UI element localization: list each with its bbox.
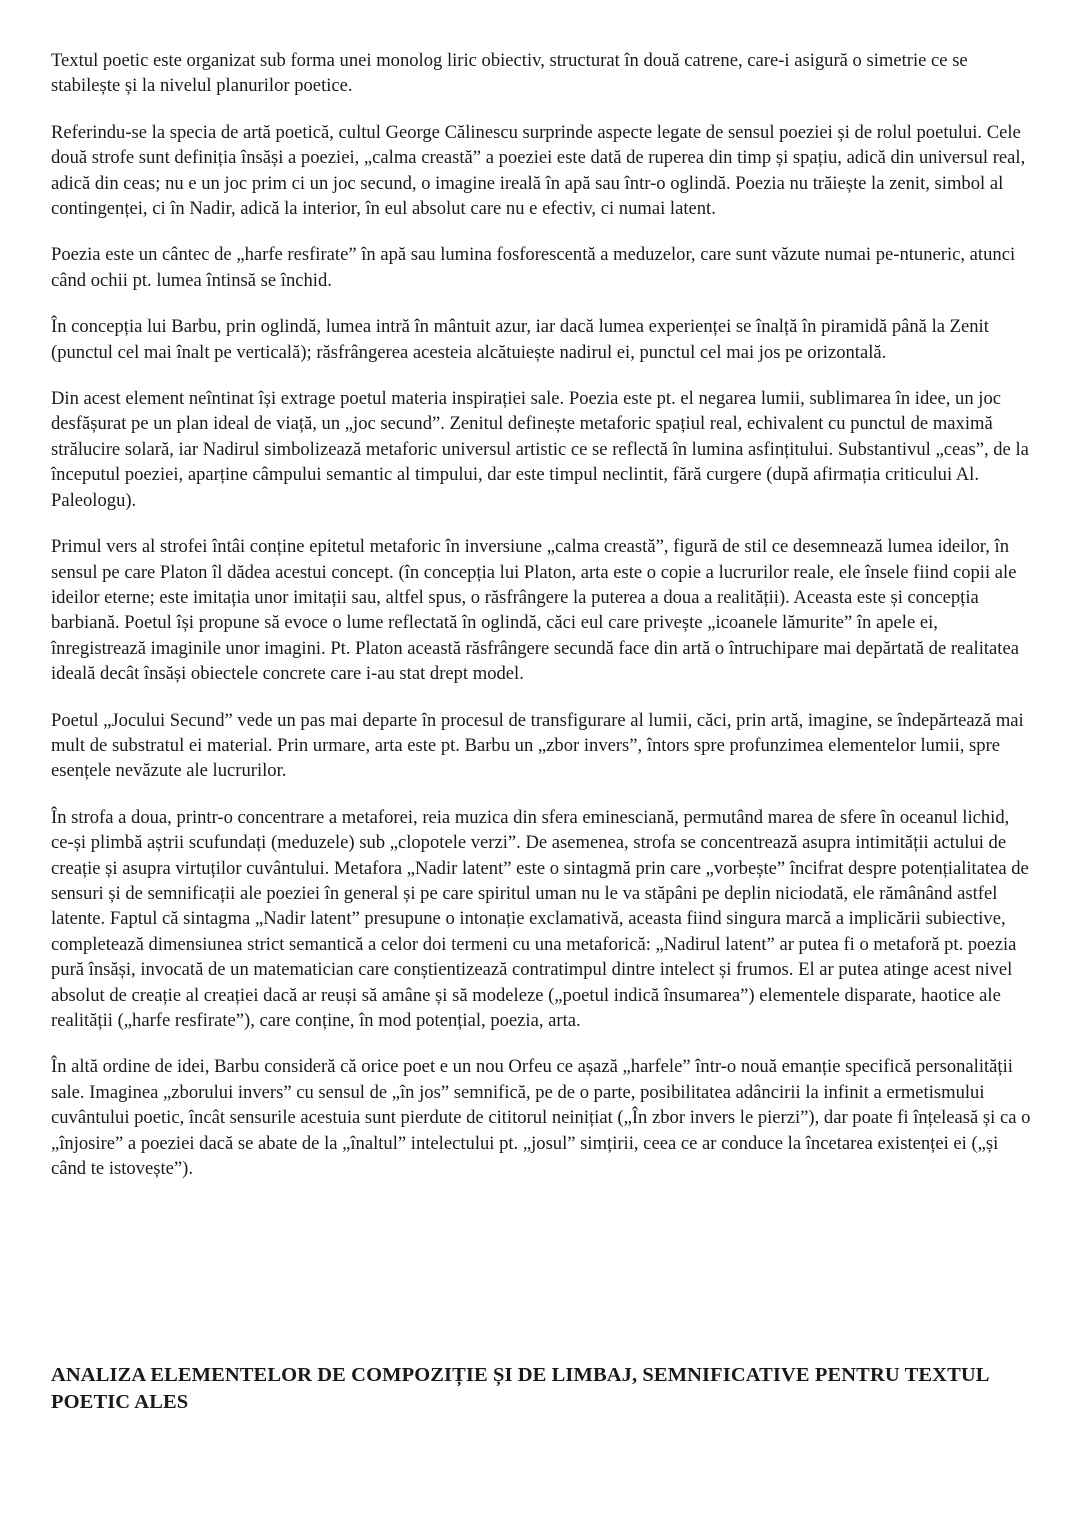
section-heading: ANALIZA ELEMENTELOR DE COMPOZIȚIE ȘI DE LIMBAJ, SEMNIFICATIVE PENTRU TEXTUL POETIC ALES [51,1364,989,1413]
paragraph-3: Poezia este un cântec de „harfe resfirate” în apă sau lumina fosforescentă a meduzelor, care sunt văzute numai pe-ntuneric, atunci când ochii pt. lumea întinsă se închid. [51,244,1016,291]
paragraph-5: Din acest element neîntinat își extrage poetul materia inspirației sale. Poezia este pt. el negarea lumii, sublimarea în idee, un joc desfășurat pe un plan ideal de viață, un „joc secund”. Zenitul definește metaforic spațiul real, echivalent cu punctul de maximă strălucire solară, iar Nadirul simbolizează metaforic universul artistic ce se reflectă în lumina asfințitului. Substantivul „ceas”, de la începutul poeziei, aparține câmpului semantic al timpului, dar este timpul neclintit, fără curgere (după afirmația criticului Al. Paleologu). [51,388,1029,511]
paragraph-6: Primul vers al strofei întâi conține epitetul metaforic în inversiune „calma creastă”, figură de stil ce desemnează lumea ideilor, în sensul pe care Platon îl dădea acestui concept. (în concepția lui Platon, arta este o copie a lucrurilor reale, ele însele fiind copii ale ideilor eterne; este imitația unor imitații sau, altfel spus, o răsfrângere la puterea a doua a realității). Aceasta este și concepția barbiană. Poetul își propune să evoce o lume reflectată în oglindă, căci eul care privește „icoanele lămurite” în apele ei, înregistrează imaginile unor imagini. Pt. Platon această răsfrângere secundă face din artă o întruchipare mai depărtată de realitatea ideală decât însăși obiectele concrete care i-au stat drept model. [51,536,1019,685]
paragraph-9: În altă ordine de idei, Barbu consideră că orice poet e un nou Orfeu ce așază „harfele” într-o nouă emanție specifică personalității sale. Imaginea „zborului invers” cu sensul de „în jos” semnifică, pe de o parte, posibilitatea adâncirii la infinit a ermetismului cuvântului poetic, încât sensurile acestuia sunt pierdute de cititorul neinițiat („În zbor invers le pierzi”), dar poate fi înțeleasă și ca o „înjosire” a poeziei dacă se abate de la „înaltul” intelectului pt. „josul” simțirii, ceea ce ar conduce la încetarea existenței ei („și când te istovește”). [51,1056,1031,1180]
paragraph-7: Poetul „Jocului Secund” vede un pas mai departe în procesul de transfigurare al lumii, căci, prin artă, imagine, se îndepărtează mai mult de substratul ei material. Prin urmare, arta este pt. Barbu un „zbor invers”, întors spre profunzimea elementelor lumii, spre esențele nevăzute ale lucrurilor. [51,709,1024,782]
document-body [51,48,1031,1202]
paragraph-4: În concepția lui Barbu, prin oglindă, lumea intră în mântuit azur, iar dacă lumea experienței se înalță în piramidă până la Zenit (punctul cel mai înalt pe verticală); răsfrângerea acesteia alcătuiește nadirul ei, punctul cel mai jos pe orizontală. [51,316,989,363]
paragraph-8: În strofa a doua, printr-o concentrare a metaforei, reia muzica din sfera eminesciană, permutând marea de sfere în oceanul lichid, ce-și plimbă aștrii scufundați (meduzele) sub „clopotele verzi”. De asemenea, strofa se concentrează asupra intimității actului de creație și asupra virtuților cuvântului. Metafora „Nadir latent” este o sintagmă prin care „vorbește” încifrat despre potențialitatea de sensuri și de semnificații ale poeziei în general și pe care spiritul uman nu le va stăpâni pe deplin niciodată, ele rămânând astfel latente. Faptul că sintagma „Nadir latent” presupune o intonație exclamativă, aceasta fiind singura marcă a implicării subiective, completează dimensiunea strict semantică a celor doi termeni cu una metaforică: „Nadirul latent” ar putea fi o metaforă pt. poezia pură însăși, invocată de un matematician care conștientizează contratimpul dintre intelect și frumos. El ar putea atinge acest nivel absolut de creație al creației dacă ar reuși să amâne și să modeleze („poetul indică însumarea”) elementele disparate, haotice ale realității („harfe resfirate”), care conține, în mod potențial, poezia, arta. [51,806,1029,1031]
paragraph-2: Referindu-se la specia de artă poetică, cultul George Călinescu surprinde aspecte legate de sensul poeziei și de rolul poetului. Cele două strofe sunt definiția însăși a poeziei, „calma creastă” a poeziei este dată de ruperea din timp și spațiu, adică din universul real, adică din ceas; nu e un joc prim ci un joc secund, o imagine ireală în apă sau într-o oglindă. Poezia nu trăiește la zenit, simbol al contingenței, ci în Nadir, adică la interior, în eul absolut care nu e efectiv, ci numai latent. [51,121,1026,220]
paragraph-1: Textul poetic este organizat sub forma unei monolog liric obiectiv, structurat în două catrene, care-i asigură o simetrie ce se stabilește și la nivelul planurilor poetice. [51,50,968,97]
